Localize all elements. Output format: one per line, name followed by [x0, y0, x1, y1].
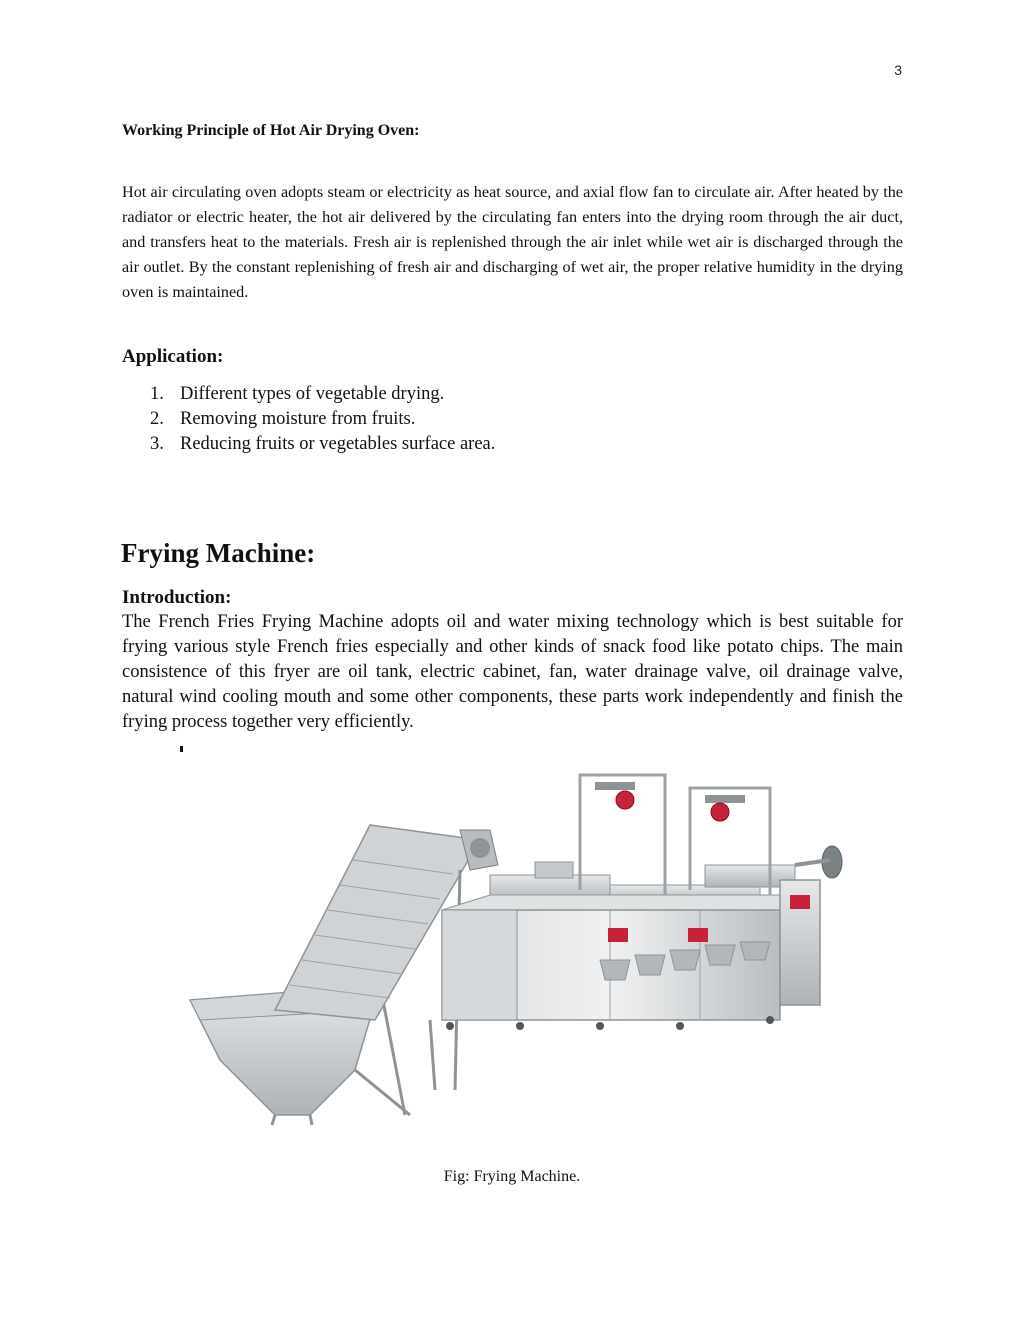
list-item: 2. Removing moisture from fruits. — [150, 409, 416, 429]
stray-mark — [180, 746, 183, 752]
list-item: 3. Reducing fruits or vegetables surface area. — [150, 434, 496, 454]
figure-caption: Fig: Frying Machine. — [443, 1168, 581, 1185]
frying-machine-figure — [180, 770, 850, 1140]
paragraph-introduction: The French Fries Frying Machine adopts oil and water mixing technology which is best suitable for frying various style French fries especially and other kinds of snack food like potato chips. The main consistence of this fryer are oil tank, electric cabinet, fan, water drainage valve, oil drainage valve, natural wind cooling mouth and some other components, these parts work independently and finish the frying process together very efficiently. — [122, 612, 903, 732]
section-heading-application: Application: — [122, 346, 224, 367]
section-heading-working-principle: Working Principle of Hot Air Drying Oven: — [122, 122, 420, 139]
subheading-introduction: Introduction: — [122, 587, 232, 608]
fryer-tank — [442, 862, 795, 1030]
list-item: 1. Different types of vegetable drying. — [150, 384, 445, 404]
application-list — [150, 382, 495, 457]
page-number: 3 — [894, 62, 902, 78]
frying-machine-illustration — [180, 770, 850, 1140]
section-title-frying-machine: Frying Machine: — [121, 538, 316, 568]
paragraph-working-principle: Hot air circulating oven adopts steam or electricity as heat source, and axial flow fan to circulate air. After heated by the radiator or electric heater, the hot air delivered by the circulating fan enters into the drying room through the air duct, and transfers heat to the materials. Fresh air is replenished through the air inlet while wet air is discharged through the air outlet. By the constant replenishing of fresh air and discharging of wet air, the proper relative humidity in the drying oven is maintained. — [122, 183, 903, 301]
